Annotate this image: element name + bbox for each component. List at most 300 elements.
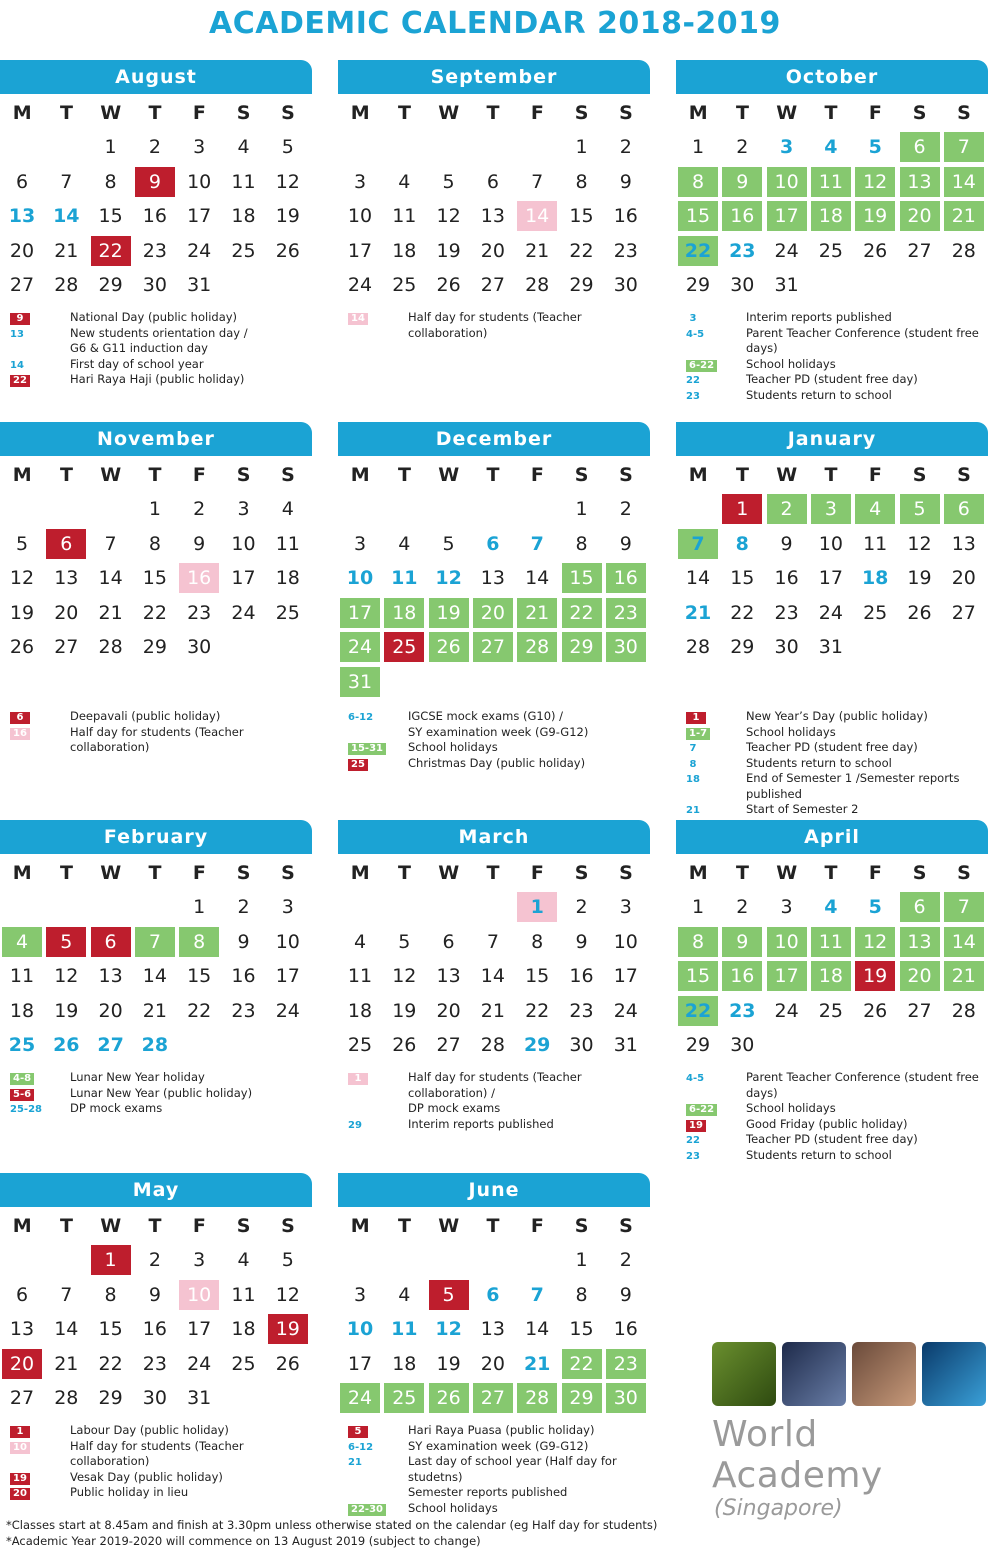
day-cell: 6 [944, 494, 984, 524]
weekday-header [0, 856, 312, 890]
day-cell: 3 [281, 896, 294, 918]
gems-logo-blocks [712, 1342, 994, 1406]
legend-item [10, 709, 315, 725]
legend-text: New Year’s Day (public holiday) [746, 709, 928, 723]
legend-item [686, 802, 1000, 818]
day-cell: 16 [231, 965, 256, 987]
legend-key: 20 [10, 1488, 30, 1500]
day-cell: 22 [525, 999, 550, 1022]
weekday-header [338, 96, 650, 130]
day-cell: 7 [60, 1283, 73, 1306]
day-cell: 29 [98, 274, 123, 296]
weekday-label: T [735, 102, 749, 124]
day-cell: 26 [275, 1352, 300, 1375]
legend-text: Vesak Day (public holiday) [70, 1469, 223, 1484]
day-cell: 20 [9, 239, 35, 262]
page-title: ACADEMIC CALENDAR 2018-2019 [209, 6, 781, 41]
day-cell: 23 [729, 999, 756, 1022]
day-cell: 11 [863, 532, 888, 555]
day-cell: 10 [187, 170, 212, 193]
day-cell: 29 [142, 636, 167, 658]
legend-text: Start of Semester 2 [746, 802, 859, 816]
day-cell: 23 [774, 601, 799, 624]
day-cell: 12 [436, 205, 461, 227]
day-cell: 29 [562, 632, 602, 662]
legend-item [686, 1148, 1000, 1164]
day-cell: 7 [530, 1283, 544, 1306]
weekday-label: T [397, 464, 411, 486]
legend-item [10, 725, 315, 756]
weekday-label: S [619, 102, 633, 124]
day-cell: 6 [900, 892, 940, 922]
day-cell: 25 [392, 274, 417, 296]
legend-item [686, 1101, 1000, 1117]
month-header: January [676, 422, 988, 456]
legend-item [348, 1501, 653, 1517]
day-cell: 13 [9, 1318, 35, 1340]
legend-item [686, 357, 1000, 373]
weekday-label: T [397, 1215, 411, 1237]
legend-text: First day of school year [70, 356, 204, 371]
legend-item [686, 1070, 1000, 1101]
legend-text: Lunar New Year holiday [70, 1070, 205, 1084]
legend-item [348, 709, 653, 740]
day-cell: 21 [98, 601, 123, 624]
day-cell: 27 [473, 1383, 513, 1413]
day-cell: 27 [436, 1034, 461, 1056]
legend-text: National Day (public holiday) [70, 310, 238, 324]
weekday-label: W [438, 102, 460, 124]
day-cell: 8 [148, 532, 161, 555]
day-cell: 24 [613, 999, 638, 1022]
day-cell: 29 [569, 274, 594, 296]
legend-text: IGCSE mock exams (G10) / SY examination week (G9-G12) [408, 709, 589, 739]
day-cell: 24 [340, 1383, 380, 1413]
day-cell: 2 [736, 896, 749, 918]
day-cell: 25 [384, 632, 424, 662]
day-cell: 5 [442, 170, 455, 193]
day-cell: 17 [347, 1352, 373, 1375]
weekday-label: F [192, 862, 206, 884]
month-legend [348, 1070, 653, 1132]
day-cell: 13 [480, 205, 505, 227]
day-cell: 15 [678, 201, 718, 231]
legend-text: Hari Raya Haji (public holiday) [70, 372, 245, 386]
month-december [338, 422, 650, 693]
weekday-label: F [868, 862, 882, 884]
day-cell: 18 [861, 567, 889, 589]
day-cell: 12 [907, 532, 932, 555]
day-cell: 6 [486, 532, 500, 555]
weekday-label: S [236, 862, 251, 884]
day-cell: 1 [691, 896, 705, 918]
day-cell: 12 [54, 965, 79, 987]
day-cell: 29 [730, 636, 755, 658]
month-august [0, 60, 312, 296]
day-cell: 26 [863, 999, 888, 1022]
legend-item [348, 1117, 653, 1133]
day-cell: 23 [613, 239, 638, 262]
day-cell: 4 [237, 1249, 250, 1271]
day-cell: 7 [944, 892, 984, 922]
day-cell: 14 [54, 1318, 79, 1340]
day-cell: 17 [613, 965, 638, 987]
weekday-label: W [100, 1215, 122, 1237]
legend-key: 1-7 [686, 728, 710, 740]
day-cell: 31 [818, 636, 843, 658]
legend-item [686, 1132, 1000, 1148]
weekday-label: T [735, 464, 749, 486]
day-cell: 21 [54, 1352, 79, 1375]
day-cell: 30 [142, 274, 167, 296]
legend-key: 25-28 [10, 1104, 42, 1115]
day-cell: 27 [473, 632, 513, 662]
weekday-label: T [824, 862, 838, 884]
day-cell: 26 [436, 274, 461, 296]
legend-item [686, 1117, 1000, 1133]
day-cell: 30 [613, 274, 638, 296]
month-april [676, 820, 988, 1056]
day-cell: 25 [8, 1034, 36, 1056]
weekday-label: F [192, 1215, 206, 1237]
day-cell: 8 [575, 1283, 588, 1306]
legend-key: 13 [10, 328, 24, 340]
day-cell: 11 [391, 567, 418, 589]
day-cell: 6 [15, 170, 29, 193]
day-cell: 7 [60, 170, 73, 193]
day-cell: 24 [187, 239, 212, 262]
weekday-label: T [59, 1215, 73, 1237]
legend-key: 21 [348, 1457, 362, 1468]
weekday-label: S [574, 464, 589, 486]
day-cell: 27 [97, 1034, 124, 1056]
day-cell: 14 [98, 567, 123, 589]
day-cell: 4 [824, 136, 838, 158]
weekday-label: S [281, 862, 295, 884]
day-cell: 27 [907, 239, 932, 262]
month-november [0, 422, 312, 658]
month-legend [348, 1423, 653, 1516]
day-cell: 11 [275, 532, 300, 555]
day-cell: 23 [142, 1352, 167, 1375]
day-cell: 22 [98, 1352, 123, 1375]
day-cell: 19 [275, 205, 300, 227]
month-january [676, 422, 988, 658]
day-cell: 2 [619, 1249, 632, 1271]
legend-key: 23 [686, 390, 700, 402]
day-cell: 20 [900, 201, 940, 231]
weekday-label: M [350, 862, 370, 884]
day-cell: 10 [347, 205, 373, 227]
day-cell: 17 [767, 201, 807, 231]
legend-key: 6-22 [686, 1104, 717, 1116]
day-cell: 25 [863, 601, 888, 624]
day-cell: 9 [619, 170, 632, 193]
weekday-label: T [148, 102, 162, 124]
day-cell: 8 [735, 532, 749, 555]
day-cell: 25 [384, 1383, 424, 1413]
day-cell: 7 [486, 930, 499, 953]
day-cell: 11 [811, 927, 851, 957]
day-cell: 11 [391, 1318, 418, 1340]
day-cell: 21 [517, 598, 557, 628]
day-cell: 29 [98, 1387, 123, 1409]
day-cell: 10 [346, 1318, 374, 1340]
day-cell: 9 [780, 532, 793, 555]
day-cell: 7 [135, 927, 175, 957]
month-september [338, 60, 650, 296]
day-cell: 4 [398, 1283, 411, 1306]
logo-world-academy: World Academy [712, 1414, 883, 1496]
legend-key: 7 [689, 743, 697, 754]
legend-key: 4-5 [686, 328, 705, 340]
legend-item [686, 740, 1000, 756]
weekday-label: W [776, 464, 798, 486]
weekday-label: T [486, 862, 500, 884]
legend-item [10, 1070, 315, 1086]
weekday-label: S [912, 102, 927, 124]
day-cell: 27 [480, 274, 505, 296]
day-cell: 22 [562, 1349, 602, 1379]
day-cell: 30 [774, 636, 799, 658]
day-cell: 13 [98, 965, 123, 987]
month-header: March [338, 820, 650, 854]
weekday-label: M [350, 464, 370, 486]
legend-text: Half day for students (Teacher collaboration) [70, 724, 244, 754]
day-cell: 28 [54, 1387, 79, 1409]
day-cell: 1 [575, 136, 588, 158]
day-cell: 9 [135, 167, 175, 197]
day-cell: 3 [353, 170, 367, 193]
legend-item [348, 1423, 653, 1439]
legend-text: Hari Raya Puasa (public holiday) [408, 1423, 595, 1437]
day-cell: 22 [142, 601, 167, 624]
weekday-header [338, 1209, 650, 1243]
weekday-label: T [59, 862, 73, 884]
weekday-label: T [397, 102, 411, 124]
day-cell: 11 [231, 170, 256, 193]
day-cell: 8 [179, 927, 219, 957]
legend-text: Public holiday in lieu [70, 1485, 189, 1499]
day-cell: 10 [179, 1280, 219, 1310]
weekday-label: T [735, 862, 749, 884]
legend-text: School holidays [408, 1500, 498, 1515]
day-cell: 9 [237, 930, 250, 953]
day-cell: 10 [613, 930, 638, 953]
day-cell: 23 [569, 999, 594, 1022]
day-cell: 15 [142, 567, 167, 589]
day-cell: 16 [774, 567, 799, 589]
weekday-label: M [688, 102, 708, 124]
day-cell: 17 [347, 239, 373, 262]
legend-key: 14 [10, 359, 24, 371]
weekday-label: S [281, 1215, 295, 1237]
weekday-label: S [281, 464, 295, 486]
day-cell: 5 [281, 1249, 294, 1271]
day-cell: 9 [722, 167, 762, 197]
day-cell: 13 [480, 1318, 505, 1340]
weekday-label: S [619, 862, 633, 884]
day-cell: 20 [480, 239, 505, 262]
day-cell: 23 [187, 601, 212, 624]
weekday-label: F [868, 102, 882, 124]
day-cell: 27 [9, 1387, 35, 1409]
school-logo [712, 1342, 994, 1521]
day-cell: 31 [613, 1034, 638, 1056]
legend-text: Students return to school [746, 387, 892, 402]
day-cell: 19 [855, 201, 895, 231]
legend-key: 29 [348, 1119, 362, 1131]
month-legend [686, 709, 1000, 818]
day-cell: 24 [187, 1352, 212, 1375]
day-cell: 28 [98, 636, 123, 658]
day-cell: 17 [767, 961, 807, 991]
day-cell: 28 [54, 274, 79, 296]
logo-block-m [852, 1342, 916, 1406]
day-cell: 12 [435, 567, 462, 589]
day-cell: 3 [193, 1249, 206, 1271]
weekday-header [676, 458, 988, 492]
legend-item [10, 326, 315, 357]
legend-item [686, 725, 1000, 741]
day-cell: 26 [429, 632, 469, 662]
weekday-label: S [574, 862, 589, 884]
weekday-label: W [100, 102, 122, 124]
day-cell: 18 [275, 567, 300, 589]
day-cell: 14 [53, 205, 80, 227]
weekday-label: S [912, 862, 927, 884]
legend-item [348, 1454, 653, 1501]
day-cell: 5 [15, 532, 29, 555]
day-cell: 14 [685, 567, 711, 589]
month-legend [348, 310, 653, 341]
day-cell: 27 [54, 636, 79, 658]
weekday-label: S [574, 102, 589, 124]
day-cell: 21 [525, 239, 550, 262]
day-cell: 8 [575, 532, 588, 555]
day-cell: 19 [392, 999, 417, 1022]
month-header: February [0, 820, 312, 854]
legend-text: Lunar New Year (public holiday) [70, 1085, 253, 1100]
day-cell: 27 [951, 601, 976, 624]
weekday-label: F [530, 102, 544, 124]
day-cell: 29 [562, 1383, 602, 1413]
weekday-label: S [236, 464, 251, 486]
legend-item [10, 1086, 315, 1102]
day-cell: 21 [523, 1352, 551, 1375]
day-cell: 20 [436, 999, 461, 1022]
day-cell: 14 [944, 167, 984, 197]
legend-key: 9 [10, 313, 30, 325]
day-cell: 22 [562, 598, 602, 628]
weekday-label: M [350, 1215, 370, 1237]
day-cell: 9 [722, 927, 762, 957]
legend-text: Half day for students (Teacher collaboration) [408, 310, 582, 340]
legend-item [10, 1485, 315, 1501]
day-cell: 19 [436, 1352, 461, 1375]
month-header: September [338, 60, 650, 94]
day-cell: 22 [678, 236, 718, 266]
day-cell: 9 [193, 532, 206, 555]
legend-text: Parent Teacher Conference (student free days) [746, 1070, 979, 1100]
weekday-label: T [148, 464, 162, 486]
day-cell: 11 [811, 167, 851, 197]
legend-item [10, 357, 315, 373]
day-cell: 24 [774, 999, 799, 1022]
day-cell: 20 [2, 1349, 42, 1379]
weekday-label: S [236, 1215, 251, 1237]
day-cell: 26 [275, 239, 300, 262]
day-cell: 15 [98, 205, 123, 227]
legend-text: End of Semester 1 /Semester reports published [746, 771, 960, 801]
day-cell: 2 [148, 1249, 161, 1271]
day-cell: 23 [231, 999, 256, 1022]
legend-text: Interim reports published [746, 310, 892, 324]
day-cell: 10 [346, 567, 374, 589]
day-cell: 12 [275, 1283, 300, 1306]
weekday-label: T [824, 464, 838, 486]
weekday-label: T [148, 1215, 162, 1237]
legend-key: 1 [686, 712, 706, 724]
legend-key: 23 [686, 1150, 700, 1162]
legend-text: SY examination week (G9-G12) [408, 1438, 589, 1453]
legend-item [686, 388, 1000, 404]
legend-key: 22 [10, 375, 30, 387]
day-cell: 30 [730, 1034, 755, 1056]
legend-item [348, 1070, 653, 1117]
month-october [676, 60, 988, 296]
legend-key: 4-8 [10, 1073, 34, 1085]
weekday-label: F [192, 102, 206, 124]
day-cell: 22 [187, 999, 212, 1022]
day-cell: 21 [944, 961, 984, 991]
day-cell: 25 [231, 1352, 256, 1375]
legend-item [10, 310, 315, 326]
day-cell: 12 [855, 927, 895, 957]
day-cell: 13 [480, 567, 505, 589]
day-cell: 28 [951, 239, 976, 262]
day-cell: 20 [54, 601, 79, 624]
day-cell: 19 [268, 1314, 308, 1344]
day-cell: 19 [9, 601, 35, 624]
day-cell: 4 [398, 170, 411, 193]
weekday-label: T [59, 464, 73, 486]
legend-text: Teacher PD (student free day) [746, 740, 918, 754]
legend-text: Teacher PD (student free day) [746, 1132, 918, 1146]
legend-item [10, 1101, 315, 1117]
weekday-label: W [776, 102, 798, 124]
legend-key: 25 [348, 759, 368, 771]
legend-key: 3 [689, 313, 697, 324]
day-cell: 18 [9, 999, 35, 1022]
legend-item [10, 1423, 315, 1439]
legend-item [686, 771, 1000, 802]
legend-text: Students return to school [746, 1147, 892, 1162]
month-header: April [676, 820, 988, 854]
weekday-label: S [957, 862, 971, 884]
legend-text: Interim reports published [408, 1116, 554, 1131]
day-cell: 5 [442, 532, 455, 555]
day-cell: 30 [142, 1387, 167, 1409]
weekday-label: W [438, 1215, 460, 1237]
day-cell: 21 [54, 239, 79, 262]
weekday-header [0, 96, 312, 130]
month-legend [10, 709, 315, 756]
day-cell: 21 [684, 601, 712, 624]
day-cell: 1 [193, 896, 206, 918]
day-cell: 24 [818, 601, 843, 624]
legend-key: 5-6 [10, 1089, 34, 1101]
